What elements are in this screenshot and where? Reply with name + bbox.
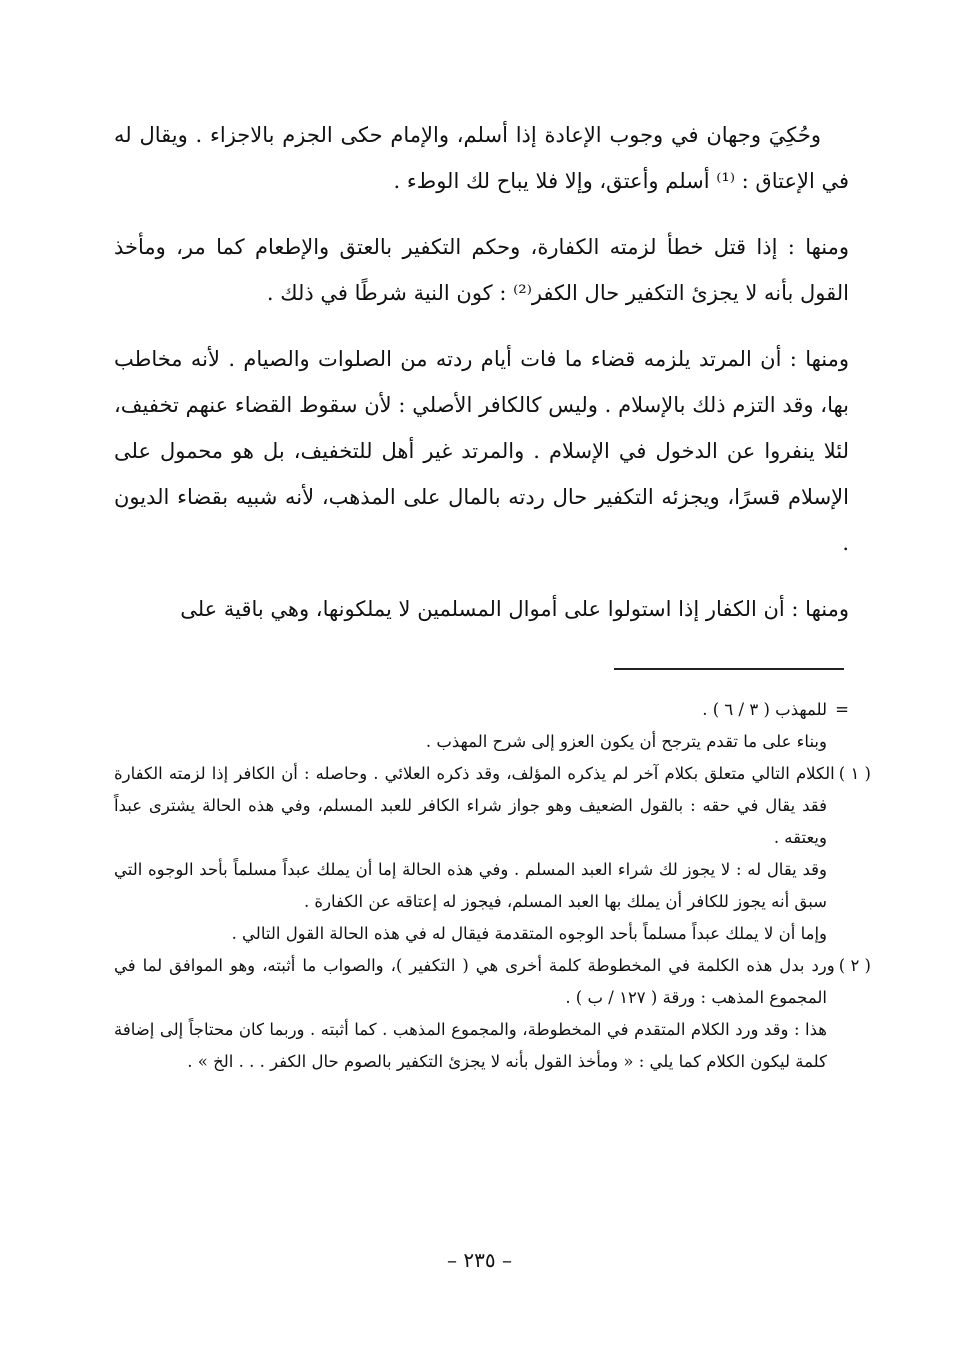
footnote-1 bbox=[114, 758, 871, 854]
footnote-2-text-b: هذا : وقد ورد الكلام المتقدم في المخطوطة، والمجموع المذهب . كما أثبته . وربما كان محتاجاً إلى إضافة كلمة ليكون الكلام كما يلي : « ومأخذ القول بأنه لا يجزئ التكفير بالصوم حال الكفر . . . الخ » . bbox=[114, 1020, 827, 1071]
footnote-1-text-c: وإما أن لا يملك عبداً مسلماً بأحد الوجوه المتقدمة فيقال له في هذه الحالة القول التالي . bbox=[231, 924, 827, 943]
footnotes bbox=[114, 694, 871, 1078]
paragraph-1: وحُكِيَ وجهان في وجوب الإعادة إذا أسلم، والإمام حكى الجزم بالاجزاء . ويقال له في الإعتاق : ⁽¹⁾ أسلم وأعتق، وإلا فلا يباح لك الوطء . bbox=[114, 123, 849, 193]
paragraph-2: ومنها : إذا قتل خطأ لزمته الكفارة، وحكم التكفير بالعتق والإطعام كما مر، ومأخذ القول بأنه لا يجزئ التكفير حال الكفر⁽²⁾ : كون النية شرطًا في ذلك . bbox=[114, 235, 849, 305]
continuation-mark: = bbox=[835, 700, 849, 719]
page-number: – ٢٣٥ – bbox=[447, 1248, 512, 1272]
main-text bbox=[114, 112, 849, 652]
footnote-2 bbox=[114, 950, 871, 1014]
footnote-2-number: ( ٢ ) bbox=[838, 956, 871, 975]
footnote-continuation bbox=[114, 694, 849, 726]
footnote-2-text-a: ورد بدل هذه الكلمة في المخطوطة كلمة أخرى هي ( التكفير )، والصواب ما أثبته، وهو الموافق لما في المجموع المذهب : ورقة ( ١٢٧ / ب ) . bbox=[114, 956, 835, 1007]
footnote-continuation-2: وبناء على ما تقدم يترجح أن يكون العزو إلى شرح المهذب . bbox=[425, 732, 827, 751]
footnote-1-text-a: الكلام التالي متعلق بكلام آخر لم يذكره المؤلف، وقد ذكره العلائي . وحاصله : أن الكافر إذا لزمته الكفارة فقد يقال في حقه : بالقول الضعيف وهو جواز شراء الكافر للعبد المسلم، وفي هذه الحالة يشترى عبداً ويعتقه . bbox=[114, 764, 835, 847]
footnote-1-text-b: وقد يقال له : لا يجوز لك شراء العبد المسلم . وفي هذه الحالة إما أن يملك عبداً مسلماً بأحد الوجوه التي سبق أنه يجوز للكافر أن يملك بها العبد المسلم، فيجوز له إعتاقه عن الكفارة . bbox=[114, 860, 827, 911]
paragraph-3: ومنها : أن المرتد يلزمه قضاء ما فات أيام ردته من الصلوات والصيام . لأنه مخاطب بها، وقد التزم ذلك بالإسلام . وليس كالكافر الأصلي : لأن سقوط القضاء عنهم تخفيف، لئلا ينفروا عن الدخول في الإسلام . والمرتد غير أهل للتخفيف، بل هو محمول على الإسلام قسرًا، ويجزئه التكفير حال ردته بالمال على المذهب، لأنه شبيه بقضاء الديون . bbox=[114, 347, 850, 555]
footnote-separator bbox=[614, 668, 844, 670]
footnote-1-number: ( ١ ) bbox=[838, 764, 871, 783]
continuation-text: للمهذب ( ٣ / ٦ ) . bbox=[702, 700, 827, 719]
paragraph-4: ومنها : أن الكفار إذا استولوا على أموال المسلمين لا يملكونها، وهي باقية على bbox=[180, 597, 849, 621]
